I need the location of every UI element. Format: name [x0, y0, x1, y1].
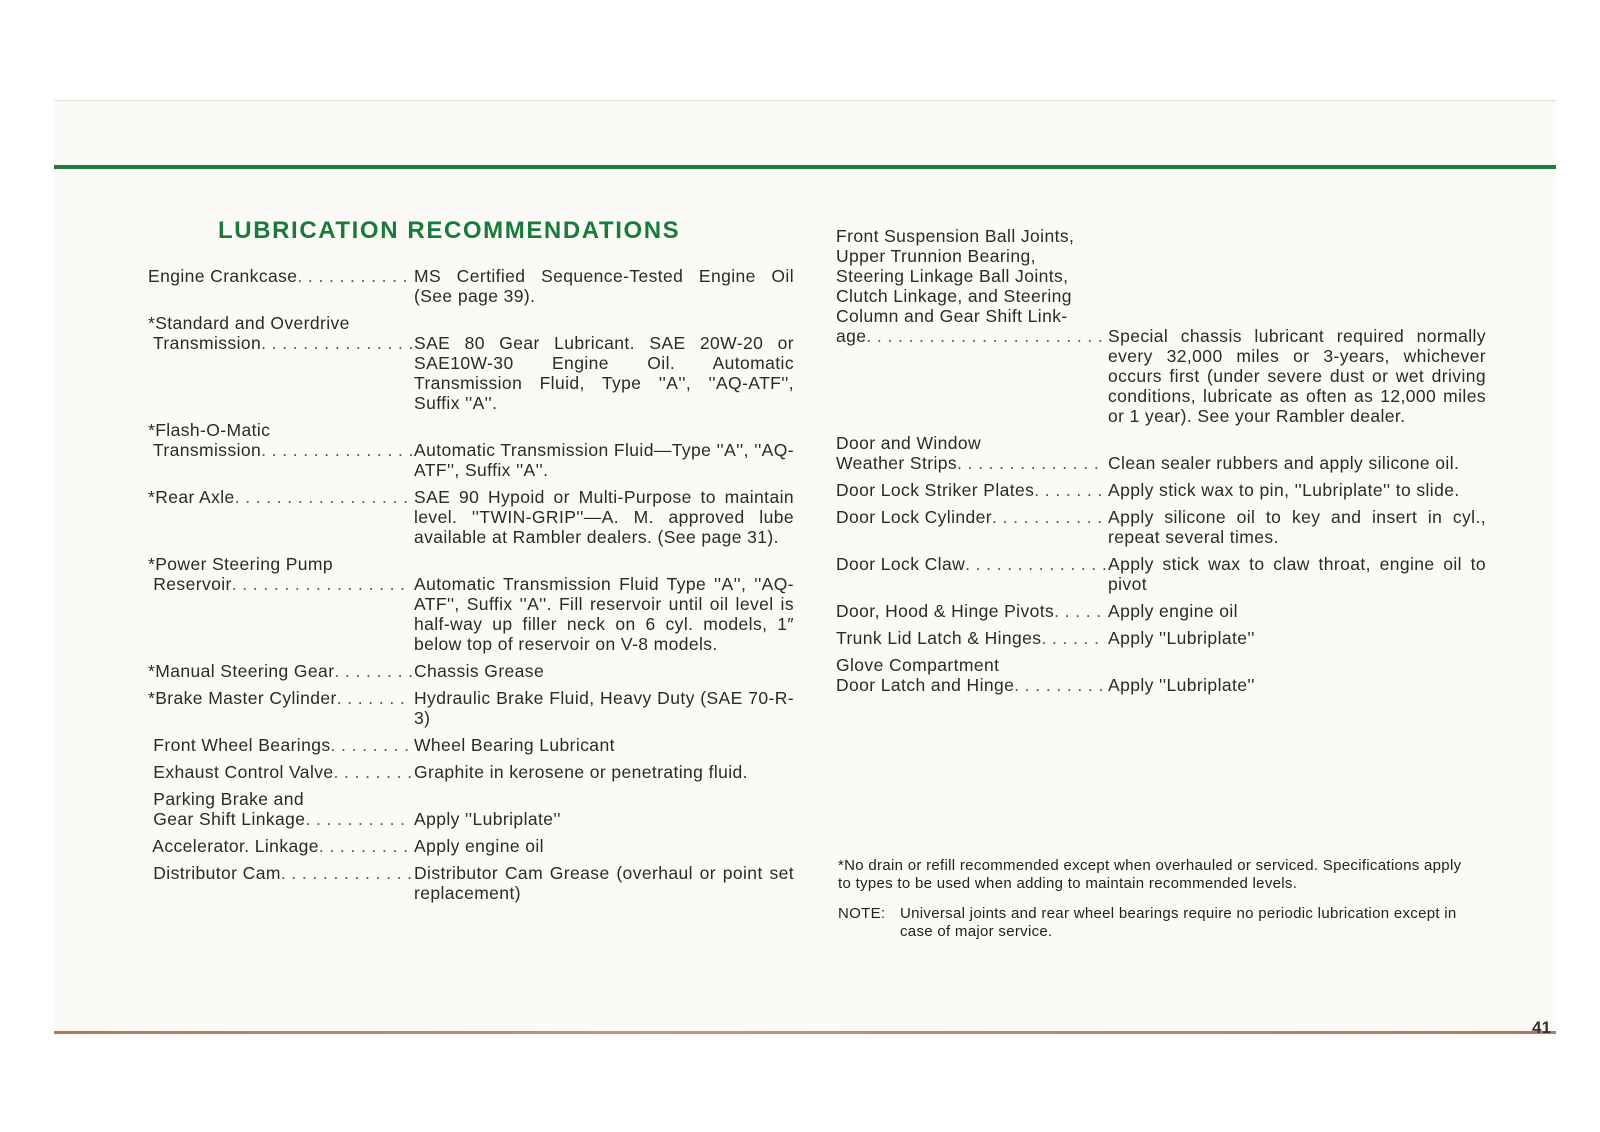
entry-label	[148, 735, 412, 755]
entry-value: Special chassis lubricant required normally every 32,000 miles or 3-years, whichever occurs first (under severe dust or wet driving conditions, lubricate as often as 12,000 miles or 1 year). See your Rambler dealer.	[1108, 326, 1486, 426]
right-column	[836, 226, 1486, 702]
entry-value: Apply engine oil	[414, 836, 544, 856]
lubrication-entry	[148, 266, 794, 306]
lubrication-entry	[148, 762, 794, 782]
entry-label-line: Gear Shift Linkage	[148, 809, 306, 829]
dot-leader	[297, 266, 412, 286]
dot-leader	[305, 809, 412, 829]
lubrication-entry	[148, 789, 794, 829]
entry-value: Apply stick wax to pin, ''Lubriplate'' to slide.	[1108, 480, 1460, 500]
dot-leader	[232, 574, 412, 594]
lubrication-entry	[836, 507, 1486, 547]
lubrication-entry	[148, 836, 794, 856]
entry-label-line: Door, Hood & Hinge Pivots	[836, 601, 1055, 621]
entry-label-line: Engine Crankcase	[148, 266, 298, 286]
dot-leader	[261, 440, 412, 460]
entry-label-line: Glove Compartment	[836, 655, 1000, 675]
entry-label-line: Distributor Cam	[148, 863, 281, 883]
lubrication-entry	[148, 863, 794, 903]
dot-leader	[281, 863, 412, 883]
dot-leader	[965, 554, 1106, 574]
entry-label-line: *Flash-O-Matic	[148, 420, 271, 440]
entry-value: MS Certified Sequence-Tested Engine Oil (See page 39).	[414, 266, 794, 306]
dot-leader	[1054, 601, 1106, 621]
dot-leader	[337, 688, 412, 708]
dot-leader	[331, 735, 412, 755]
entry-label-line: Front Suspension Ball Joints,	[836, 226, 1075, 246]
entry-label	[836, 628, 1106, 648]
entry-label-line: Parking Brake and	[148, 789, 305, 809]
entry-label-line: Weather Strips	[836, 453, 958, 473]
entry-value: SAE 80 Gear Lubricant. SAE 20W-20 or SAE10W-30 Engine Oil. Automatic Transmission Fluid, Type ''A'', ''AQ-ATF'', Suffix ''A''.	[414, 333, 794, 413]
dot-leader	[235, 487, 412, 507]
entry-value: SAE 90 Hypoid or Multi-Purpose to maintain level. ''TWIN-GRIP''—A. M. approved lube available at Rambler dealers. (See page 31).	[414, 487, 794, 547]
lubrication-entry	[148, 688, 794, 728]
entry-label	[148, 762, 412, 782]
lubrication-entry	[148, 420, 794, 480]
dot-leader	[992, 507, 1106, 527]
page-title: LUBRICATION RECOMMENDATIONS	[218, 217, 681, 244]
entry-value: Distributor Cam Grease (overhaul or point set replacement)	[414, 863, 794, 903]
entry-label-line: Front Wheel Bearings	[148, 735, 331, 755]
entry-label	[836, 554, 1106, 594]
entry-label-line: Accelerator. Linkage	[148, 836, 319, 856]
entry-label-line: *Rear Axle	[148, 487, 235, 507]
entry-value: Apply ''Lubriplate''	[414, 809, 561, 829]
entry-label-line: *Standard and Overdrive	[148, 313, 350, 333]
lubrication-entry	[836, 601, 1486, 621]
entry-value: Apply engine oil	[1108, 601, 1238, 621]
dot-leader	[1041, 628, 1106, 648]
entry-value: Chassis Grease	[414, 661, 545, 681]
entry-value: Apply stick wax to claw throat, engine oil to pivot	[1108, 554, 1486, 594]
dot-leader	[334, 762, 412, 782]
lubrication-entry	[836, 480, 1486, 500]
dot-leader	[319, 836, 412, 856]
entry-label	[148, 313, 412, 413]
lubrication-entry	[148, 554, 794, 654]
lubrication-entry	[148, 487, 794, 547]
entry-label-line: Door Lock Striker Plates	[836, 480, 1035, 500]
entry-label-line: age	[836, 326, 867, 346]
entry-value: Automatic Transmission Fluid Type ''A'', ''AQ-ATF'', Suffix ''A''. Fill reservoir until oil level is half-way up filler neck on 6 cyl. models, 1″ below top of reservoir on V-8 models.	[414, 574, 794, 654]
note-label: NOTE:	[838, 905, 886, 922]
entry-value: Hydraulic Brake Fluid, Heavy Duty (SAE 70-R-3)	[414, 688, 794, 728]
entry-label-line: *Power Steering Pump	[148, 554, 334, 574]
dot-leader	[334, 661, 412, 681]
entry-value: Automatic Transmission Fluid—Type ''A'', ''AQ-ATF'', Suffix ''A''.	[414, 440, 794, 480]
entry-label-line: Clutch Linkage, and Steering	[836, 286, 1072, 306]
entry-label-line: Exhaust Control Valve	[148, 762, 334, 782]
entry-label-line: Door Lock Claw	[836, 554, 966, 574]
entry-label-line: Trunk Lid Latch & Hinges	[836, 628, 1042, 648]
lubrication-entry	[836, 655, 1486, 695]
entry-label	[148, 266, 412, 306]
lubrication-entry	[148, 661, 794, 681]
entry-label-line: Upper Trunnion Bearing,	[836, 246, 1036, 266]
dot-leader	[1014, 675, 1106, 695]
entry-label	[148, 487, 412, 547]
entry-label	[148, 789, 412, 829]
entry-label	[148, 688, 412, 728]
entry-label-line: Door and Window	[836, 433, 982, 453]
entry-label	[836, 480, 1106, 500]
entry-label-line: Steering Linkage Ball Joints,	[836, 266, 1069, 286]
entry-value: Apply silicone oil to key and insert in cyl., repeat several times.	[1108, 507, 1486, 547]
entry-label-line: Door Latch and Hinge	[836, 675, 1015, 695]
entry-value: Apply ''Lubriplate''	[1108, 675, 1255, 695]
footnote: *No drain or refill recommended except when overhauled or serviced. Specifications apply to types to be used when adding to maintain recommended levels.	[838, 857, 1462, 892]
entry-label	[836, 433, 1106, 473]
entry-value: Clean sealer rubbers and apply silicone oil.	[1108, 453, 1460, 473]
dot-leader	[261, 333, 412, 353]
entry-label-line: Transmission	[148, 333, 262, 353]
dot-leader	[957, 453, 1106, 473]
entry-label-line: *Manual Steering Gear	[148, 661, 335, 681]
left-column	[148, 266, 794, 910]
entry-label	[836, 507, 1106, 547]
lubrication-entry	[836, 226, 1486, 426]
entry-label-line: Column and Gear Shift Link-	[836, 306, 1068, 326]
entry-label	[148, 554, 412, 654]
dot-leader	[1034, 480, 1106, 500]
lubrication-entry	[836, 433, 1486, 473]
entry-value: Apply ''Lubriplate''	[1108, 628, 1255, 648]
lubrication-entry	[148, 313, 794, 413]
entry-value: Wheel Bearing Lubricant	[414, 735, 615, 755]
entry-label	[836, 601, 1106, 621]
top-edge-line	[54, 100, 1556, 101]
page-number: 41	[1532, 1018, 1551, 1037]
note	[838, 905, 1474, 941]
entry-label-line: Door Lock Cylinder	[836, 507, 993, 527]
entry-label	[836, 226, 1106, 426]
green-rule	[54, 165, 1556, 169]
entry-label	[148, 661, 412, 681]
entry-label-line: *Brake Master Cylinder	[148, 688, 337, 708]
entry-label	[148, 420, 412, 480]
entry-label	[148, 836, 412, 856]
lubrication-entry	[148, 735, 794, 755]
lubrication-entry	[836, 628, 1486, 648]
lubrication-entry	[836, 554, 1486, 594]
note-text: Universal joints and rear wheel bearings require no periodic lubrication except in case of major service.	[900, 905, 1457, 940]
entry-label-line: Transmission	[148, 440, 262, 460]
bottom-rule	[54, 1031, 1556, 1034]
entry-label-line: Reservoir	[148, 574, 232, 594]
dot-leader	[866, 326, 1106, 346]
entry-label	[148, 863, 412, 903]
entry-value: Graphite in kerosene or penetrating fluid.	[414, 762, 748, 782]
entry-label	[836, 655, 1106, 695]
